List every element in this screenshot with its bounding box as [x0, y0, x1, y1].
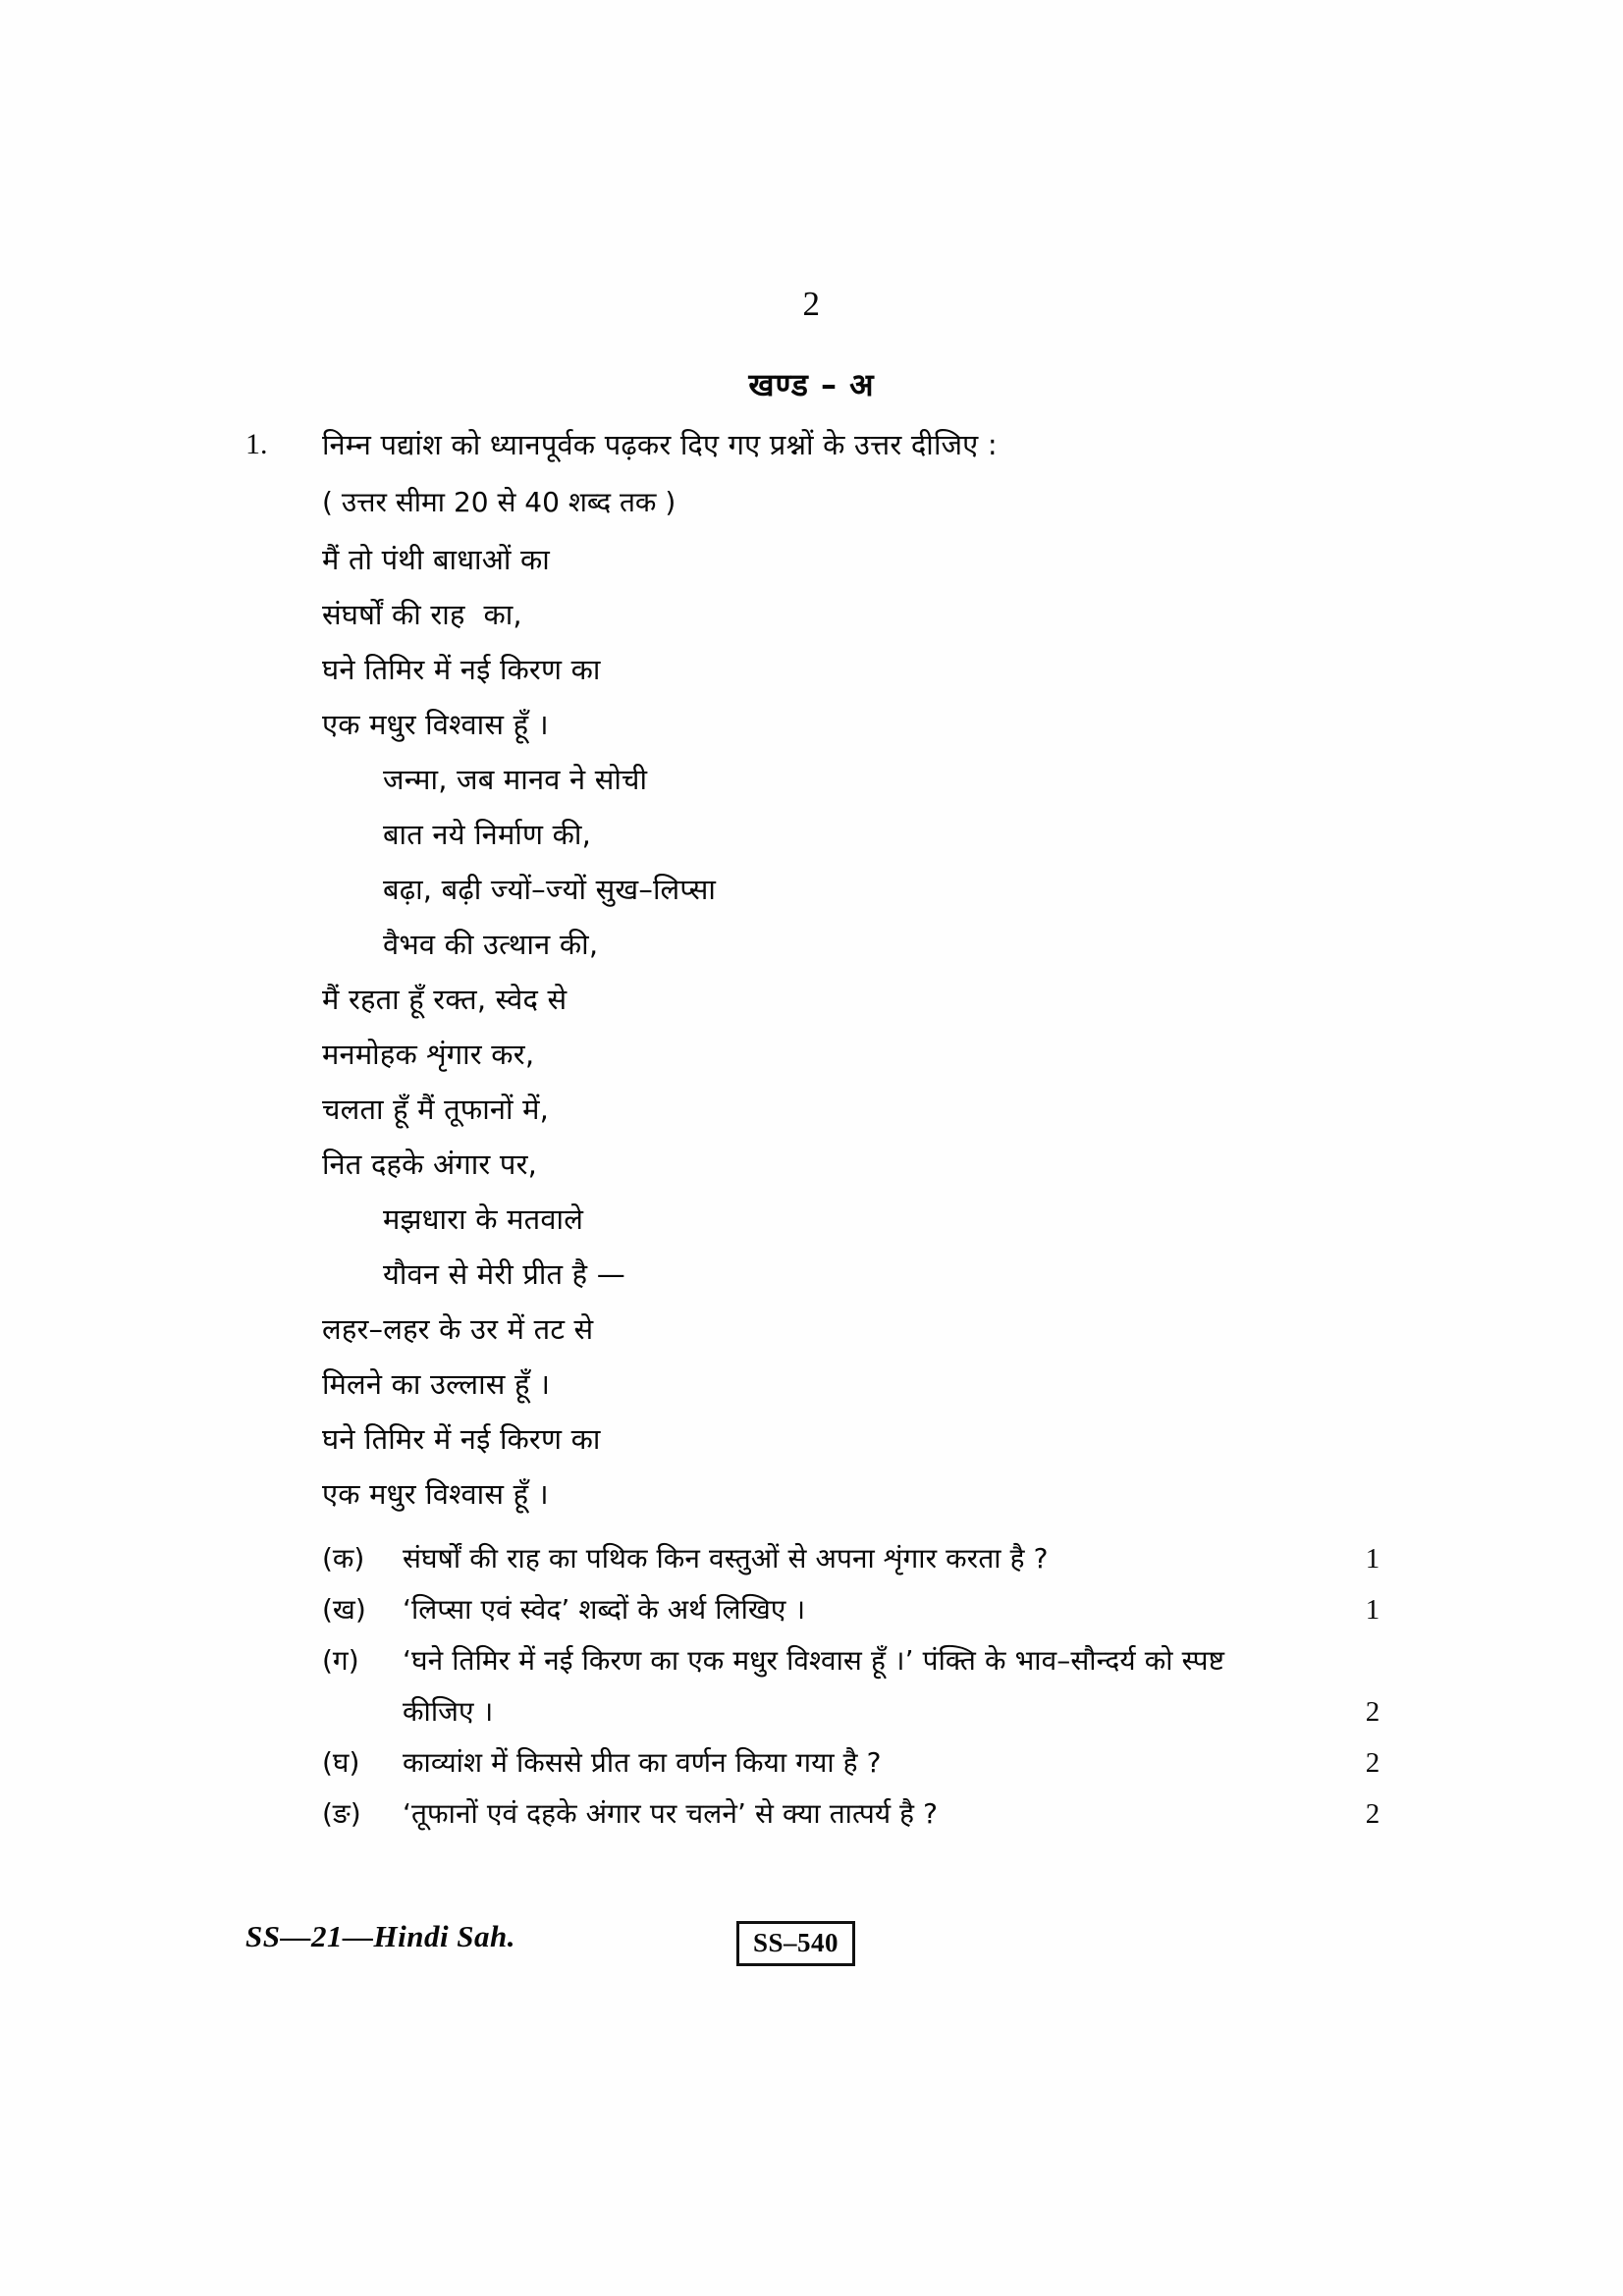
sub-question-text [403, 1737, 1338, 1789]
sub-question-marks: 2 [1365, 1747, 1380, 1779]
poem-line: घने तिमिर में नई किरण का [322, 653, 601, 686]
sub-question-gha [322, 1737, 1407, 1789]
sub-question-line: ‘लिप्सा एवं स्वेद’ शब्दों के अर्थ लिखिए । [403, 1593, 806, 1626]
poem-line: मझधारा के मतवाले [383, 1202, 584, 1236]
sub-question-text [403, 1789, 1338, 1840]
word-limit-note: ( उत्तर सीमा 20 से 40 शब्द तक ) [322, 486, 676, 518]
poem-line: एक मधुर विश्वास हूँ । [322, 1477, 549, 1511]
sub-question-label: (क) [322, 1542, 365, 1575]
question-1-row [245, 420, 1414, 469]
poem-line: मनमोहक शृंगार कर, [322, 1038, 535, 1071]
sub-question-line: ‘तूफानों एवं दहके अंगार पर चलने’ से क्या तात्पर्य है ? [403, 1797, 939, 1830]
sub-question-line: ‘घने तिमिर में नई किरण का एक मधुर विश्वास हूँ ।’ पंक्ति के भाव–सौन्दर्य को स्पष्ट [403, 1644, 1225, 1677]
sub-question-marks: 1 [1365, 1594, 1380, 1626]
paper-code: SS—21—Hindi Sah. [245, 1919, 516, 1953]
question-instruction: निम्न पद्यांश को ध्यानपूर्वक पढ़कर दिए गए प्रश्नों के उत्तर दीजिए : [322, 428, 998, 461]
page-number: 2 [802, 285, 821, 323]
question-number: 1. [245, 428, 268, 460]
question-content [245, 420, 1414, 1840]
poem-line: लहर–लहर के उर में तट से [322, 1312, 594, 1346]
poem-line: संघर्षों की राह का, [322, 598, 522, 631]
sub-question-kha [322, 1584, 1407, 1635]
sub-question-label: (ख) [322, 1593, 366, 1626]
sub-question-text [403, 1533, 1338, 1584]
poem-line: यौवन से मेरी प्रीत है — [383, 1257, 625, 1291]
sub-question-text [403, 1584, 1338, 1635]
sub-question-ga [322, 1635, 1407, 1737]
sub-question-marks: 2 [1365, 1696, 1380, 1728]
poem-line: चलता हूँ मैं तूफानों में, [322, 1093, 550, 1126]
sub-question-list [322, 1533, 1414, 1840]
sub-question-marks: 1 [1365, 1543, 1380, 1575]
sub-question-text [403, 1635, 1338, 1737]
poem-line: जन्मा, जब मानव ने सोची [383, 763, 648, 796]
page-footer [245, 1919, 1414, 1978]
poem-line: नित दहके अंगार पर, [322, 1148, 538, 1181]
sub-question-label: (ङ) [322, 1797, 361, 1830]
poem-line: मैं तो पंथी बाधाओं का [322, 543, 551, 576]
sub-question-label: (ग) [322, 1644, 359, 1677]
sub-question-line: संघर्षों की राह का पथिक किन वस्तुओं से अपना शृंगार करता है ? [403, 1542, 1049, 1575]
sub-question-label: (घ) [322, 1746, 360, 1779]
sub-question-line: काव्यांश में किससे प्रीत का वर्णन किया गया है ? [403, 1746, 882, 1779]
poem-line: मिलने का उल्लास हूँ । [322, 1367, 551, 1401]
poem-passage [322, 532, 1414, 1522]
poem-line: बात नये निर्माण की, [383, 818, 591, 851]
poem-line: एक मधुर विश्वास हूँ । [322, 708, 549, 741]
sub-question-nga [322, 1789, 1407, 1840]
poem-line: वैभव की उत्थान की, [383, 928, 599, 961]
poem-line: मैं रहता हूँ रक्त, स्वेद से [322, 983, 568, 1016]
sub-question-ka [322, 1533, 1407, 1584]
sub-question-marks: 2 [1365, 1798, 1380, 1830]
poem-line: बढ़ा, बढ़ी ज्यों–ज्यों सुख–लिप्सा [383, 873, 717, 906]
boxed-paper-code: SS–540 [736, 1921, 855, 1966]
section-heading: खण्ड – अ [748, 366, 875, 403]
sub-question-continuation: कीजिए । [403, 1695, 494, 1728]
poem-line: घने तिमिर में नई किरण का [322, 1422, 601, 1456]
